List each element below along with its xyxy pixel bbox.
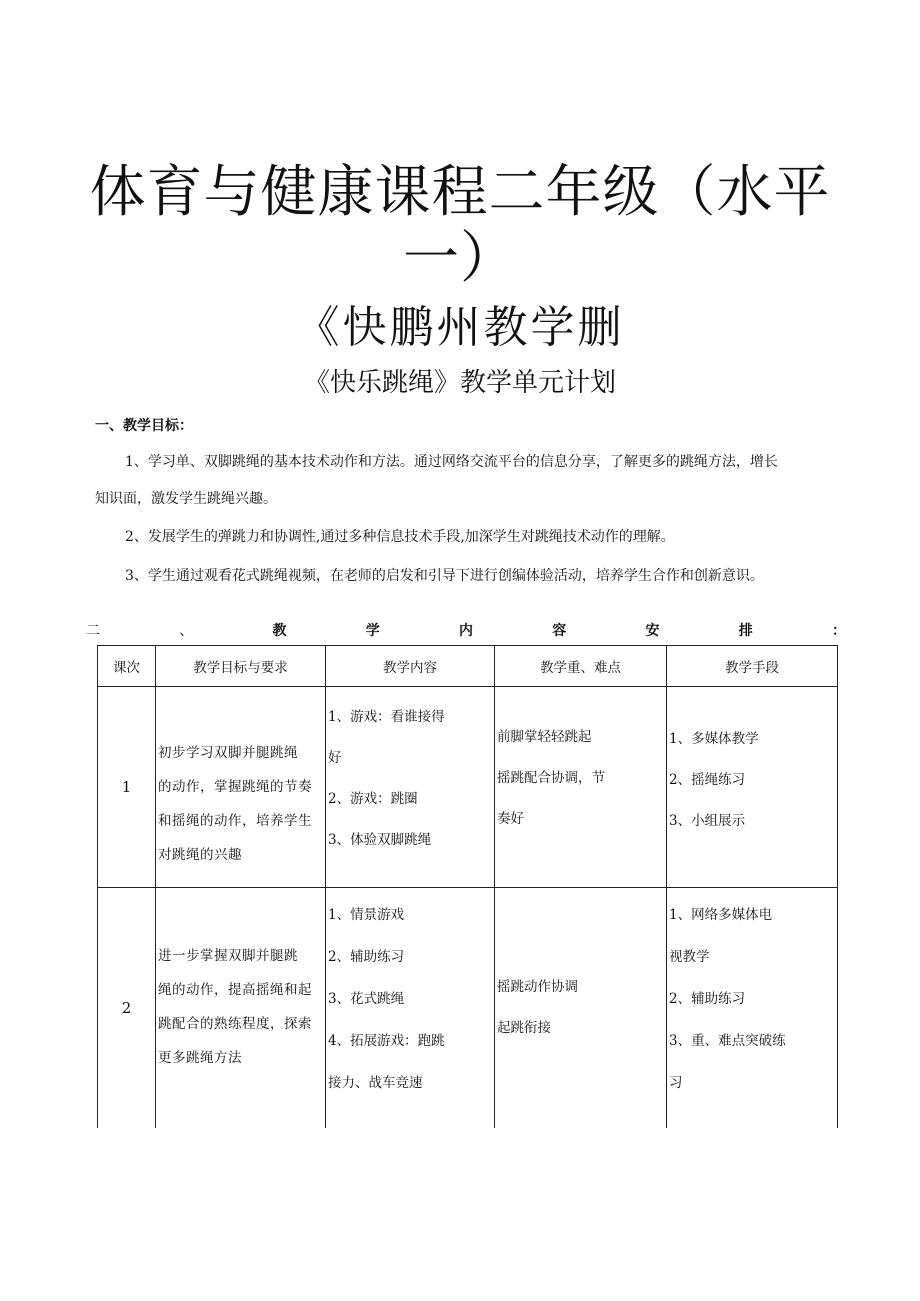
method-line: 习 xyxy=(669,1075,683,1091)
header-methods: 教学手段 xyxy=(667,646,838,687)
content-line: 4、拓展游戏：跑跳 xyxy=(328,1033,445,1049)
goal2: 2、发展学生的弹跳力和协调性,通过多种信息技术手段,加深学生对跳绳技术动作的理解。 xyxy=(125,529,675,545)
goal-line: 进一步掌握双脚并腿跳 xyxy=(158,948,298,964)
key-points-cell xyxy=(495,687,667,888)
goal-cell xyxy=(156,888,326,1128)
lesson-number: 2 xyxy=(98,888,156,1128)
method-line: 3、重、难点突破练 xyxy=(669,1033,786,1049)
section2-heading-char: ： xyxy=(832,623,846,639)
method-line: 2、摇绳练习 xyxy=(669,772,746,788)
goal-line: 更多跳绳方法 xyxy=(158,1050,242,1066)
method-line: 3、小组展示 xyxy=(669,813,746,829)
lesson-number: 1 xyxy=(98,687,156,888)
key-line: 摇跳动作协调 xyxy=(497,979,578,995)
section2-heading xyxy=(86,621,846,641)
key-line: 起跳衔接 xyxy=(497,1020,551,1036)
goal-line: 和摇绳的动作，培养学生 xyxy=(158,813,312,829)
goal-line: 对跳绳的兴趣 xyxy=(158,847,242,863)
methods-cell xyxy=(667,888,838,1128)
goal-line: 跳配合的熟练程度，探索 xyxy=(158,1016,312,1032)
methods-cell xyxy=(667,687,838,888)
header-content: 教学内容 xyxy=(326,646,495,687)
lesson-plan-table xyxy=(97,645,838,1128)
method-line: 1、网络多媒体电 xyxy=(669,907,773,923)
content-line: 好 xyxy=(328,750,342,766)
section2-heading-char: 内 xyxy=(459,623,473,639)
table-header-row xyxy=(98,646,838,687)
header-goal: 教学目标与要求 xyxy=(156,646,326,687)
table-row xyxy=(98,888,838,1128)
goal3: 3、学生通过观看花式跳绳视频，在老师的启发和引导下进行创编体验活动，培养学生合作和创新意识。 xyxy=(125,568,764,584)
goal-cell xyxy=(156,687,326,888)
goal1-line1: 1、学习单、双脚跳绳的基本技术动作和方法。通过网络交流平台的信息分享，了解更多的跳绳方法，增长 xyxy=(125,454,778,470)
section2-heading-char: 容 xyxy=(552,623,567,639)
content-line: 1、游戏：看谁接得 xyxy=(328,709,445,725)
section2-heading-char: 学 xyxy=(365,623,380,639)
section2-heading-char: 安 xyxy=(645,623,660,639)
key-line: 摇跳配合协调，节 xyxy=(497,770,605,786)
section1-heading: 一、教学目标： xyxy=(95,418,193,434)
goal-line: 的动作，掌握跳绳的节奏 xyxy=(158,779,312,795)
header-key-points: 教学重、难点 xyxy=(495,646,667,687)
content-line: 2、游戏：跳圈 xyxy=(328,791,418,807)
section2-heading-char: 、 xyxy=(179,623,194,639)
content-line: 3、体验双脚跳绳 xyxy=(328,832,432,848)
section2-heading-char: 排 xyxy=(738,623,753,639)
document-subtitle: 《快乐跳绳》教学单元计划 xyxy=(303,368,616,398)
content-cell xyxy=(326,687,495,888)
goal-line: 绳的动作，提高摇绳和起 xyxy=(158,982,312,998)
section2-heading-char: 二 xyxy=(86,623,100,639)
document-title-line2: 一） xyxy=(403,226,517,291)
content-cell xyxy=(326,888,495,1128)
goal-line: 初步学习双脚并腿跳绳 xyxy=(158,745,298,761)
table-row xyxy=(98,687,838,888)
key-line: 前脚掌轻轻跳起 xyxy=(497,729,592,745)
goal1-line2: 知识面，激发学生跳绳兴趣。 xyxy=(95,491,277,507)
content-line: 接力、战车竞速 xyxy=(328,1075,423,1091)
method-line: 2、辅助练习 xyxy=(669,991,746,1007)
method-line: 1、多媒体教学 xyxy=(669,731,759,747)
key-points-cell xyxy=(495,888,667,1128)
key-line: 奏好 xyxy=(497,811,524,827)
content-line: 1、情景游戏 xyxy=(328,907,405,923)
document-title-line1: 体育与健康课程二年级（水平 xyxy=(89,160,831,225)
document-title-line3: 《快鹏州教学删 xyxy=(295,302,625,353)
content-line: 2、辅助练习 xyxy=(328,949,405,965)
content-line: 3、花式跳绳 xyxy=(328,991,405,1007)
header-lesson: 课次 xyxy=(98,646,156,687)
method-line: 视教学 xyxy=(669,949,710,965)
section2-heading-char: 教 xyxy=(272,623,287,639)
